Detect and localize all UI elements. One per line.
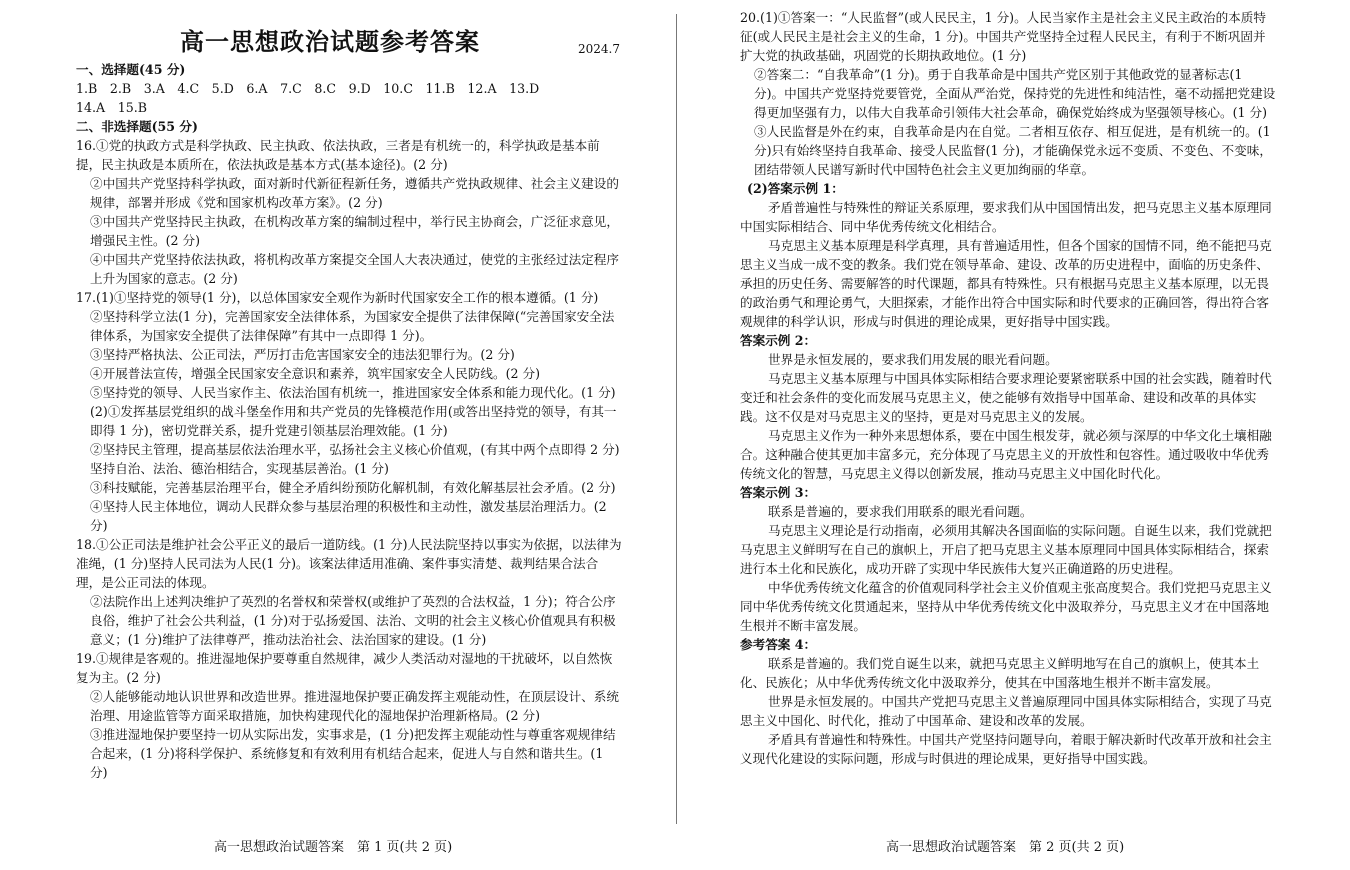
column-divider	[676, 14, 677, 824]
answer-paragraph: ③人民监督是外在约束，自我革命是内在自觉。二者相互依存、相互促进，是有机统一的。(1 分)只有始终坚持自我革命、接受人民监督(1 分)，才能确保党永远不变质、不变色、不变味，团结带领人民谱写新时代中国特色社会主义更加绚丽的华章。	[754, 124, 1272, 177]
answer-paragraph: 世界是永恒发展的，要求我们用发展的眼光看问题。	[768, 352, 1058, 367]
answer-paragraph: 马克思主义基本原理与中国具体实际相结合要求理论要紧密联系中国的社会实践，随着时代变迁和社会条件的变化而发展马克思主义，使之能够有效指导中国革命、建设和改革的具体实践。这不仅是对马克思主义的坚持，更是对马克思主义的发展。	[740, 371, 1272, 424]
question-18	[76, 535, 622, 649]
answer-paragraph: ②法院作出上述判决维护了英烈的名誉权和荣誉权(或维护了英烈的合法权益，1 分)；符合公序良俗，维护了社会公共利益，(1 分)对于弘扬爱国、法治、文明的社会主义核心价值观具有积极意义；(1 分)维护了法律尊严，推动法治社会、法治国家的建设。(1 分)	[90, 594, 616, 647]
question-20-part-1	[740, 8, 1276, 179]
answer-paragraph: 世界是永恒发展的。中国共产党把马克思主义普遍原理同中国具体实际相结合，实现了马克思主义中国化、时代化，推动了中国革命、建设和改革的发展。	[740, 694, 1272, 728]
example-3-label: 答案示例 3：	[740, 485, 817, 500]
answer-paragraph: ②答案二：“自我革命”(1 分)。勇于自我革命是中国共产党区别于其他政党的显著标志(1 分)。中国共产党坚持党要管党，全面从严治党，保持党的先进性和纯洁性，毫不动摇把党建设得更加坚强有力，以伟大自我革命引领伟大社会革命，确保党始终成为坚强领导核心。(1 分)	[754, 67, 1276, 120]
example-4-label: 参考答案 4：	[740, 637, 817, 652]
answer-paragraph: ②中国共产党坚持科学执政，面对新时代新征程新任务，遵循共产党执政规律、社会主义建设的规律，部署并形成《党和国家机构改革方案》。(2 分)	[90, 176, 619, 210]
answer-paragraph: (2)①发挥基层党组织的战斗堡垒作用和共产党员的先锋模范作用(或答出坚持党的领导，有其一即得 1 分)，密切党群关系，提升党建引领基层治理效能。(1 分)	[90, 404, 617, 438]
page-2-footer: 高一思想政治试题答案 第 2 页(共 2 页)	[886, 840, 1125, 855]
example-1-label: (2)答案示例 1：	[747, 181, 844, 196]
answer-paragraph: 16.①党的执政方式是科学执政、民主执政、依法执政，三者是有机统一的，科学执政是基本前提，民主执政是本质所在，依法执政是基本方式(基本途径)。(2 分)	[76, 138, 600, 172]
page-title: 高一思想政治试题参考答案	[180, 27, 480, 56]
answer-paragraph: ④开展普法宣传，增强全民国家安全意识和素养，筑牢国家安全人民防线。(2 分)	[90, 366, 541, 381]
answer-paragraph: 联系是普遍的，要求我们用联系的眼光看问题。	[768, 504, 1033, 519]
answer-paragraph: 19.①规律是客观的。推进湿地保护要尊重自然规律，减少人类活动对湿地的干扰破坏，以自然恢复为主。(2 分)	[76, 651, 613, 685]
answer-paragraph: ③坚持严格执法、公正司法，严厉打击危害国家安全的违法犯罪行为。(2 分)	[90, 347, 515, 362]
answer-paragraph: ②坚持民主管理，提高基层依法治理水平，弘扬社会主义核心价值观，(有其中两个点即得 2 分)坚持自治、法治、德治相结合，实现基层善治。(1 分)	[90, 442, 620, 476]
question-17	[76, 288, 622, 535]
answer-paragraph: ④中国共产党坚持依法执政，将机构改革方案提交全国人大表决通过，使党的主张经过法定程序上升为国家的意志。(2 分)	[90, 252, 619, 286]
answer-paragraph: 马克思主义理论是行动指南，必须用其解决各国面临的实际问题。自诞生以来，我们党就把马克思主义鲜明写在自己的旗帜上，开启了把马克思主义基本原理同中国具体实际相结合，探索进行本土化和民族化，成功开辟了实现中华民族伟大复兴正确道路的历史进程。	[740, 523, 1272, 576]
answer-paragraph: 17.(1)①坚持党的领导(1 分)，以总体国家安全观作为新时代国家安全工作的根本遵循。(1 分)	[76, 290, 599, 305]
answer-paragraph: 马克思主义基本原理是科学真理，具有普遍适用性，但各个国家的国情不同，绝不能把马克思主义当成一成不变的教条。我们党在领导革命、建设、改革的历史进程中，面临的历史条件、承担的历史任务、需要解答的时代课题，都具有特殊性。只有根据马克思主义基本原理，以无畏的政治勇气和理论勇气，大胆探索，才能作出符合中国实际和时代要求的正确回答，得出符合客观规律的科学认识，形成与时俱进的理论成果，更好指导中国实践。	[740, 238, 1272, 329]
question-16	[76, 136, 622, 288]
answer-paragraph: 18.①公正司法是维护社会公平正义的最后一道防线。(1 分)人民法院坚持以事实为依据，以法律为准绳，(1 分)坚持人民司法为人民(1 分)。该案法律适用准确、案件事实清楚、裁判结果合法合理，是公正司法的体现。	[76, 537, 622, 590]
answer-paragraph: ②人能够能动地认识世界和改造世界。推进湿地保护要正确发挥主观能动性，在顶层设计、系统治理、用途监管等方面采取措施，加快构建现代化的湿地保护治理新格局。(2 分)	[90, 689, 619, 723]
answer-paragraph: ④坚持人民主体地位，调动人民群众参与基层治理的积极性和主动性，激发基层治理活力。(2 分)	[90, 499, 607, 533]
section-nonchoice-heading: 二、非选择题(55 分)	[76, 119, 198, 134]
page-2	[740, 8, 1276, 768]
answer-paragraph: 矛盾具有普遍性和特殊性。中国共产党坚持问题导向，着眼于解决新时代改革开放和社会主义现代化建设的实际问题，形成与时俱进的理论成果，更好指导中国实践。	[740, 732, 1272, 766]
answer-paragraph: ②坚持科学立法(1 分)，完善国家安全法律体系，为国家安全提供了法律保障(“完善国家安全法律体系，为国家安全提供了法律保障”有其中一点即得 1 分)。	[90, 309, 615, 343]
answer-paragraph: 中华优秀传统文化蕴含的价值观同科学社会主义价值观主张高度契合。我们党把马克思主义同中华优秀传统文化贯通起来，坚持从中华优秀传统文化中汲取养分，马克思主义才在中国落地生根并不断丰富发展。	[740, 580, 1272, 633]
answer-paragraph: 马克思主义作为一种外来思想体系，要在中国生根发芽，就必须与深厚的中华文化土壤相融合。这种融合使其更加丰富多元，充分体现了马克思主义的开放性和包容性。通过吸收中华优秀传统文化的智慧，马克思主义得以创新发展，推动马克思主义中国化时代化。	[740, 428, 1272, 481]
section-choice-heading: 一、选择题(45 分)	[76, 62, 186, 77]
question-19	[76, 649, 622, 782]
example-2-label: 答案示例 2：	[740, 333, 817, 348]
choice-answers-line-1: 1.B 2.B 3.A 4.C 5.D 6.A 7.C 8.C 9.D 10.C 11.B 12.A 13.D	[76, 81, 540, 96]
answer-paragraph: 矛盾普遍性与特殊性的辩证关系原理，要求我们从中国国情出发，把马克思主义基本原理同中国实际相结合、同中华优秀传统文化相结合。	[740, 200, 1272, 234]
answer-paragraph: 20.(1)①答案一：“人民监督”(或人民民主，1 分)。人民当家作主是社会主义民主政治的本质特征(或人民民主是社会主义的生命，1 分)。中国共产党坚持全过程人民民主，有利于不断巩固并扩大党的执政基础，巩固党的长期执政地位。(1 分)	[740, 10, 1266, 63]
choice-answers-line-2: 14.A 15.B	[76, 100, 147, 115]
title-row	[76, 8, 622, 60]
answer-paragraph: ⑤坚持党的领导、人民当家作主、依法治国有机统一，推进国家安全体系和能力现代化。(1 分)	[90, 385, 616, 400]
answer-paragraph: 联系是普遍的。我们党自诞生以来，就把马克思主义鲜明地写在自己的旗帜上，使其本土化、民族化；从中华优秀传统文化中汲取养分，使其在中国落地生根并不断丰富发展。	[740, 656, 1260, 690]
answer-paragraph: ③中国共产党坚持民主执政，在机构改革方案的编制过程中，举行民主协商会，广泛征求意见，增强民主性。(2 分)	[90, 214, 619, 248]
page-1	[76, 8, 622, 782]
answer-paragraph: ③推进湿地保护要坚持一切从实际出发，实事求是，(1 分)把发挥主观能动性与尊重客观规律结合起来，(1 分)将科学保护、系统修复和有效利用有机结合起来，促进人与自然和谐共生。(1 分)	[90, 727, 616, 780]
exam-date: 2024.7	[578, 42, 620, 56]
page-1-footer: 高一思想政治试题答案 第 1 页(共 2 页)	[214, 840, 453, 855]
answer-paragraph: ③科技赋能，完善基层治理平台，健全矛盾纠纷预防化解机制，有效化解基层社会矛盾。(2 分)	[90, 480, 616, 495]
